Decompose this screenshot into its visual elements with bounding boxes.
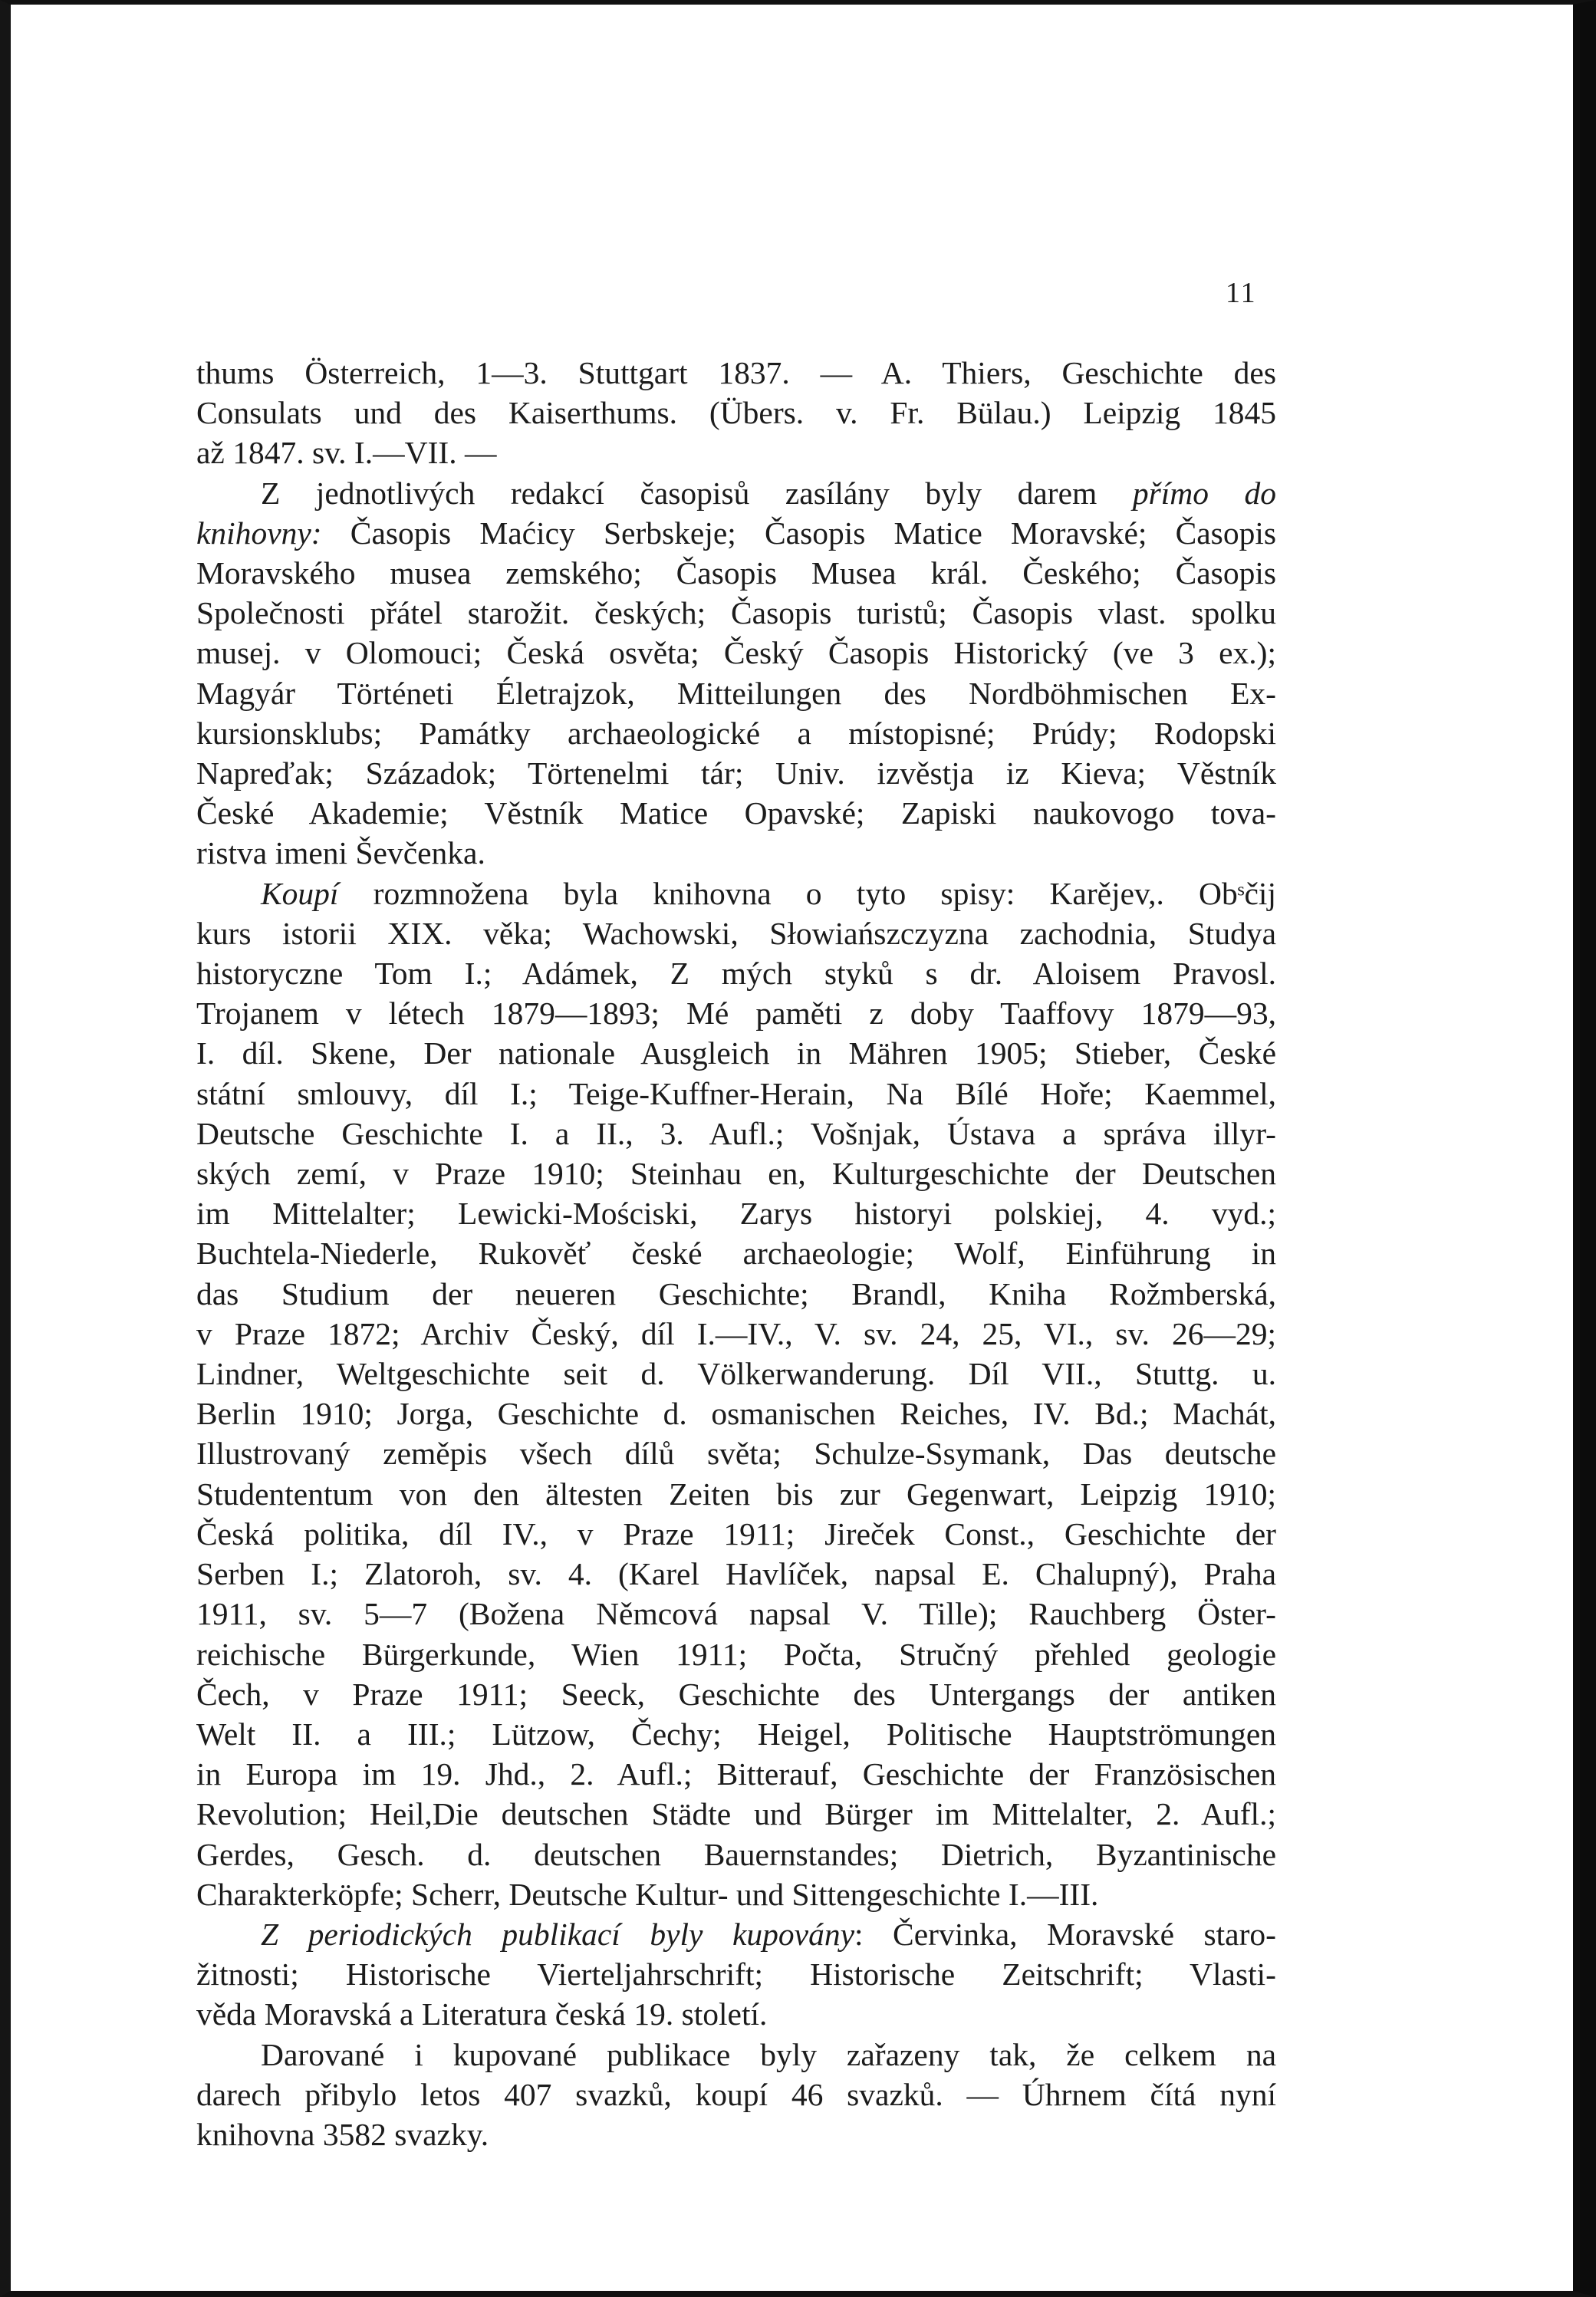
- line-fragment: Z jednotlivých redakcí časopisů zasílány byly darem: [261, 475, 1133, 511]
- text-line: až 1847. sv. I.—VII. —: [196, 435, 497, 471]
- text-line: Česká politika, díl IV., v Praze 1911; Jireček Const., Geschichte der: [196, 1515, 1276, 1552]
- text-line: kursionsklubs; Památky archaeologické a místopisné; Prúdy; Rodopski: [196, 715, 1276, 751]
- line-fragment: : Červinka, Moravské staro-: [854, 1916, 1276, 1952]
- text-line: Lindner, Weltgeschichte seit d. Völkerwanderung. Díl VII., Stuttg. u.: [196, 1356, 1276, 1392]
- text-line: Consulats und des Kaiserthums. (Übers. v. Fr. Bülau.) Leipzig 1845: [196, 395, 1276, 431]
- page-number: 11: [1226, 277, 1257, 309]
- text-line: historyczne Tom I.; Adámek, Z mých styků s dr. Aloisem Pravosl.: [196, 956, 1276, 992]
- italic-emphasis: přímo do: [1132, 475, 1277, 511]
- text-line: žitnosti; Historische Vierteljahrschrift; Historische Zeitschrift; Vlasti-: [196, 1956, 1276, 1993]
- text-line: 1911, sv. 5—7 (Božena Němcová napsal V. Tille); Rauchberg Öster-: [196, 1596, 1276, 1632]
- line-fragment: rozmnožena byla knihovna o tyto spisy: Karějev,. Obˢčij: [338, 875, 1276, 911]
- text-line: thums Österreich, 1—3. Stuttgart 1837. — A. Thiers, Geschichte des: [196, 355, 1276, 390]
- text-line: Napreďak; Századok; Törtenelmi tár; Univ. izvěstja iz Kieva; Věstník: [196, 755, 1276, 791]
- text-line: Darované i kupované publikace byly zařazeny tak, že celkem na: [261, 2036, 1276, 2072]
- text-line: ristva imeni Ševčenka.: [196, 835, 485, 871]
- text-line: státní smlouvy, díl I.; Teige-Kuffner-Herain, Na Bílé Hoře; Kaemmel,: [196, 1075, 1276, 1111]
- text-line: Moravského musea zemského; Časopis Musea král. Českého; Časopis: [196, 555, 1276, 591]
- text-line: Trojanem v létech 1879—1893; Mé paměti z doby Taaffovy 1879—93,: [196, 995, 1276, 1032]
- text-line: ských zemí, v Praze 1910; Steinhau en, Kulturgeschichte der Deutschen: [196, 1156, 1276, 1192]
- italic-emphasis: Koupí: [261, 875, 339, 911]
- text-line: v Praze 1872; Archiv Český, díl I.—IV., V. sv. 24, 25, VI., sv. 26—29;: [196, 1315, 1276, 1351]
- text-line: Čech, v Praze 1911; Seeck, Geschichte des Untergangs der antiken: [196, 1676, 1276, 1712]
- text-line: darech přibylo letos 407 svazků, koupí 46 svazků. — Úhrnem čítá nyní: [196, 2076, 1276, 2112]
- text-line: České Akademie; Věstník Matice Opavské; Zapiski naukovogo tova-: [196, 795, 1276, 831]
- text-line: I. díl. Skene, Der nationale Ausgleich in Mähren 1905; Stieber, České: [196, 1035, 1276, 1071]
- line-fragment: Časopis Maćicy Serbskeje; Časopis Matice Moravské; Časopis: [321, 515, 1276, 551]
- text-line: Charakterköpfe; Scherr, Deutsche Kultur- und Sittengeschichte I.—III.: [196, 1876, 1099, 1912]
- text-line: Buchtela-Niederle, Rukověť české archaeologie; Wolf, Einführung in: [196, 1236, 1276, 1272]
- text-line: das Studium der neueren Geschichte; Brandl, Kniha Rožmberská,: [196, 1275, 1276, 1311]
- text-line: Společnosti přátel starožit. českých; Časopis turistů; Časopis vlast. spolku: [196, 595, 1276, 631]
- body-text: [196, 353, 1276, 2154]
- text-line: [196, 473, 1276, 513]
- text-line: [196, 1914, 1276, 1954]
- text-line: Deutsche Geschichte I. a II., 3. Aufl.; Vošnjak, Ústava a správa illyr-: [196, 1115, 1276, 1151]
- text-line: [196, 874, 1276, 913]
- text-line: Revolution; Heil,Die deutschen Städte und Bürger im Mittelalter, 2. Aufl.;: [196, 1796, 1276, 1832]
- italic-emphasis: Z periodických publikací byly kupovány: [261, 1916, 854, 1952]
- text-line: in Europa im 19. Jhd., 2. Aufl.; Bitterauf, Geschichte der Französischen: [196, 1756, 1276, 1792]
- text-line: [196, 513, 1276, 553]
- text-line: věda Moravská a Literatura česká 19. století.: [196, 1996, 768, 2032]
- text-line: Serben I.; Zlatoroh, sv. 4. (Karel Havlíček, napsal E. Chalupný), Praha: [196, 1556, 1276, 1592]
- text-line: Gerdes, Gesch. d. deutschen Bauernstandes; Dietrich, Byzantinische: [196, 1836, 1276, 1872]
- text-line: knihovna 3582 svazky.: [196, 2116, 489, 2152]
- text-line: Welt II. a III.; Lützow, Čechy; Heigel, Politische Hauptströmungen: [196, 1716, 1276, 1752]
- text-line: kurs istorii XIX. věka; Wachowski, Słowiańszczyzna zachodnia, Studya: [196, 915, 1276, 951]
- text-line: Berlin 1910; Jorga, Geschichte d. osmanischen Reiches, IV. Bd.; Machát,: [196, 1396, 1276, 1432]
- text-line: Magyár Történeti Életrajzok, Mitteilungen des Nordböhmischen Ex-: [196, 675, 1276, 711]
- text-line: musej. v Olomouci; Česká osvěta; Český Časopis Historický (ve 3 ex.);: [196, 635, 1276, 671]
- text-line: Illustrovaný zeměpis všech dílů světa; Schulze-Ssymank, Das deutsche: [196, 1436, 1276, 1472]
- italic-emphasis: knihovny:: [196, 515, 322, 551]
- text-line: Studententum von den ältesten Zeiten bis zur Gegenwart, Leipzig 1910;: [196, 1476, 1276, 1512]
- text-line: reichische Bürgerkunde, Wien 1911; Počta, Stručný přehled geologie: [196, 1636, 1276, 1672]
- text-line: im Mittelalter; Lewicki-Mościski, Zarys historyi polskiej, 4. vyd.;: [196, 1196, 1276, 1232]
